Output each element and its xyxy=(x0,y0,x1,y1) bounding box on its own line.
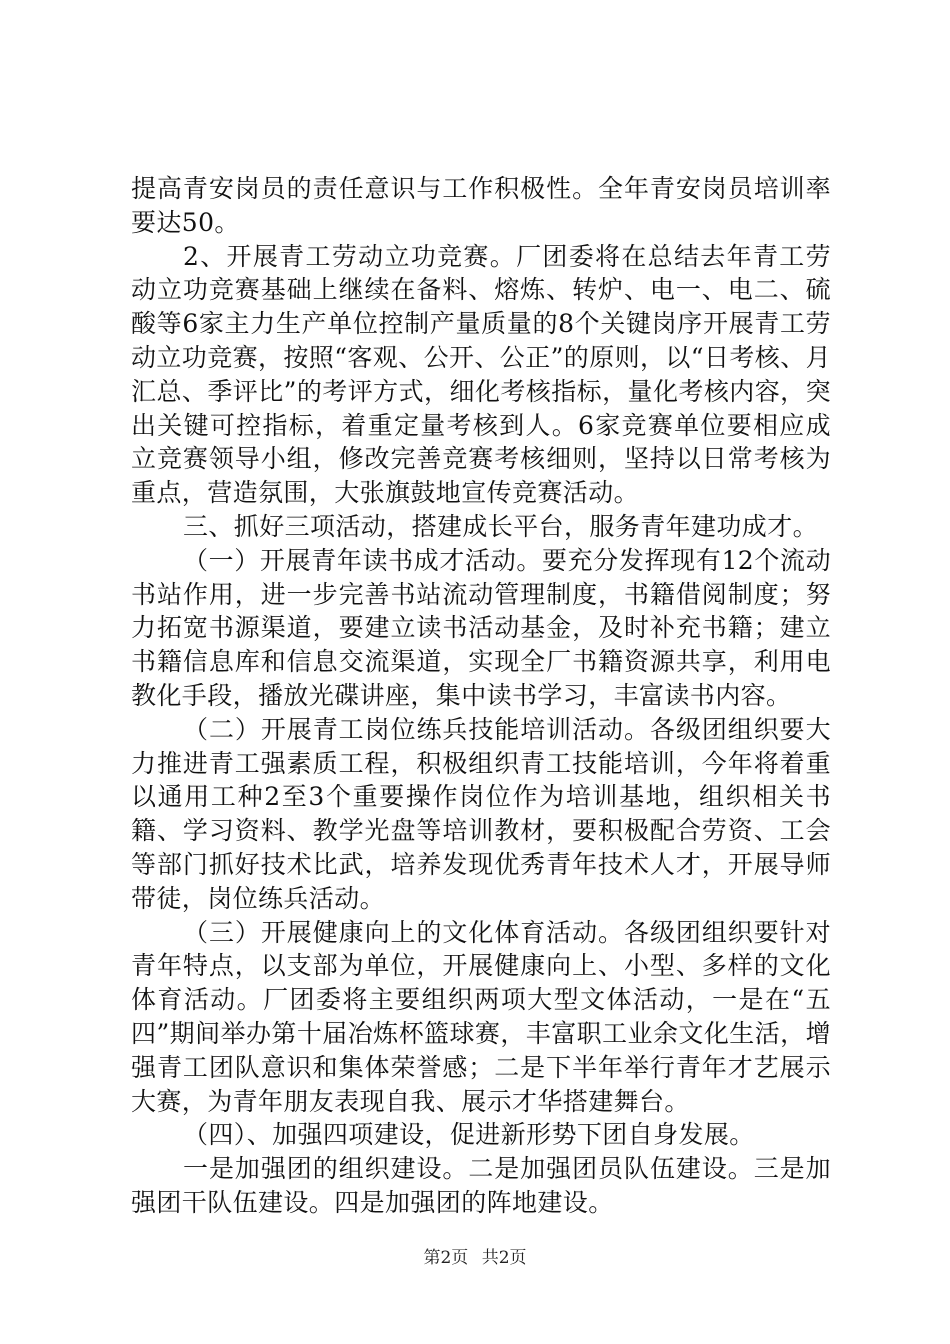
page-number: 第2页 xyxy=(423,1248,469,1268)
paragraph-reading-activity: （一）开展青年读书成才活动。要充分发挥现有12个流动书站作用，进一步完善书站流动管理制度，书籍借阅制度；努力拓宽书源渠道，要建立读书活动基金，及时补充书籍；建立书籍信息库和信息交流渠道，实现全厂书籍资源共享，利用电教化手段，播放光碟讲座，集中读书学习，丰富读书内容。 xyxy=(131,545,831,710)
paragraph-constructions: 一是加强团的组织建设。二是加强团员队伍建设。三是加强团干队伍建设。四是加强团的阵地建设。 xyxy=(131,1154,831,1217)
page-footer xyxy=(0,1243,950,1268)
paragraph-skill-training: （二）开展青工岗位练兵技能培训活动。各级团组织要大力推进青工强素质工程，积极组织青工技能培训，今年将着重以通用工种2至3个重要操作岗位作为培训基地，组织相关书籍、学习资料、教学光盘等培训教材，要积极配合劳资、工会等部门抓好技术比武，培养发现优秀青年技术人才，开展导师带徒，岗位练兵活动。 xyxy=(131,714,831,913)
section-heading-three-activities: 三、抓好三项活动，搭建成长平台，服务青年建功成才。 xyxy=(183,511,819,541)
document-body xyxy=(131,172,831,1220)
section-heading-four-constructions: （四）、加强四项建设，促进新形势下团自身发展。 xyxy=(183,1120,755,1150)
page-total: 共2页 xyxy=(481,1248,527,1268)
paragraph-continuation: 提高青安岗员的责任意识与工作积极性。全年青安岗员培训率要达50。 xyxy=(131,174,831,237)
paragraph-labor-competition: 2、开展青工劳动立功竞赛。厂团委将在总结去年青工劳动立功竞赛基础上继续在备料、熔炼、转炉、电一、电二、硫酸等6家主力生产单位控制产量质量的8个关键岗序开展青工劳动立功竞赛，按照“客观、公开、公正”的原则，以“日考核、月汇总、季评比”的考评方式，细化考核指标，量化考核内容，突出关键可控指标，着重定量考核到人。6家竞赛单位要相应成立竞赛领导小组，修改完善竞赛考核细则，坚持以日常考核为重点，营造氛围，大张旗鼓地宣传竞赛活动。 xyxy=(131,241,831,508)
paragraph-culture-sports: （三）开展健康向上的文化体育活动。各级团组织要针对青年特点，以支部为单位，开展健康向上、小型、多样的文化体育活动。厂团委将主要组织两项大型文体活动，一是在“五四”期间举办第十届冶炼杯篮球赛，丰富职工业余文化生活，增强青工团队意识和集体荣誉感；二是下半年举行青年才艺展示大赛，为青年朋友表现自我、展示才华搭建舞台。 xyxy=(131,917,831,1116)
